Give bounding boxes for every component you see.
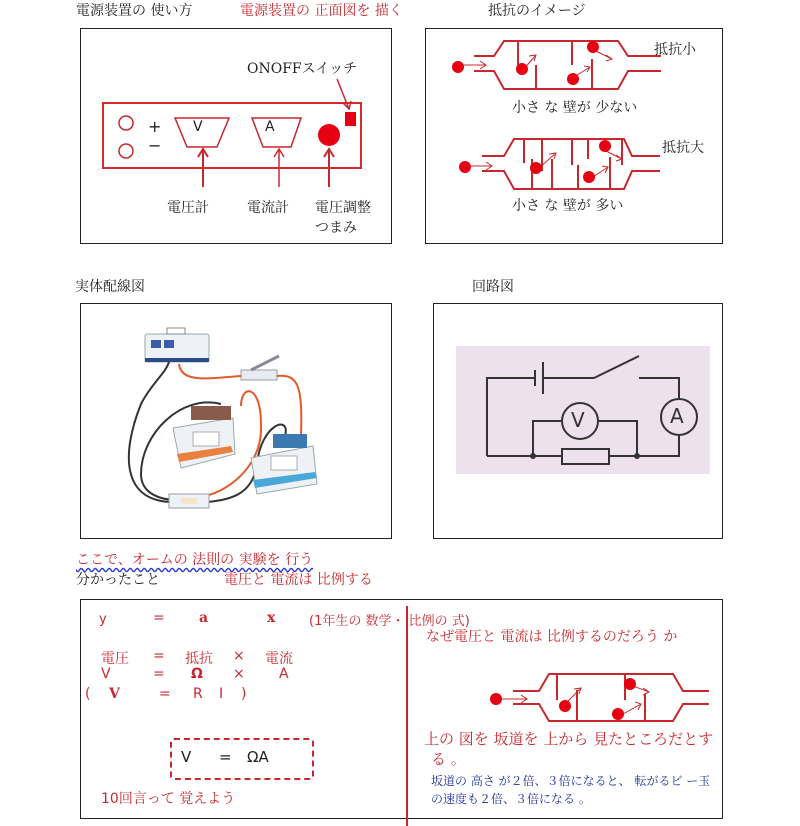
boxed-omegaA: ΩA <box>247 748 269 766</box>
boxed-V: V <box>181 748 192 766</box>
knob-label-line2: つまみ <box>315 220 357 236</box>
findings-result: 電圧と 電流は 比例する <box>224 572 373 588</box>
blue-explanation-line2: の速度も２倍、３倍になる 。 <box>431 792 591 806</box>
formula-times1: × <box>233 648 245 664</box>
resistance-small-caption: 小さ な 壁が 少ない <box>512 100 638 116</box>
ammeter-label: 電流計 <box>247 200 289 216</box>
formula-paren-open: ( <box>85 686 91 702</box>
formula-omega: Ω <box>191 666 203 682</box>
power-supply-title: 電源装置の 使い方 <box>76 3 193 19</box>
wiring-title: 実体配線図 <box>75 279 145 295</box>
slope-line2: る 。 <box>431 750 466 768</box>
formula-R: R <box>193 686 203 702</box>
formula-eq3: = <box>153 666 165 682</box>
formula-resistance-word: 抵抗 <box>185 651 213 667</box>
switch-label: ONOFFスイッチ <box>247 61 358 77</box>
formula-V: V <box>101 666 111 682</box>
formula-eq2: = <box>153 648 165 664</box>
knob-label-line1: 電圧調整 <box>315 200 371 216</box>
blue-explanation-line1: 坂道の 高さ が２倍、３倍になると、 転がるビ ー玉 <box>431 774 711 788</box>
power-supply-panel <box>80 28 392 244</box>
slope-line1: 上の 図を 坂道を 上から 見たところだとす <box>424 730 714 748</box>
formula-paren-close: ) <box>241 686 247 702</box>
formula-note: (1年生の 数学・ 比例の 式) <box>309 614 470 629</box>
formula-V-bold: V <box>109 686 120 702</box>
explanation-question: なぜ電圧と 電流は 比例するのだろう か <box>426 629 678 645</box>
voltmeter-label: 電圧計 <box>167 200 209 216</box>
minus-terminal-label: − <box>148 136 162 155</box>
power-supply-instruction: 電源装置の 正面図を 描く <box>240 3 403 19</box>
wiring-illustration <box>81 304 393 540</box>
experiment-line: ここで、オームの 法則の 実験を 行う <box>76 552 314 568</box>
formula-times2: × <box>233 666 245 682</box>
plus-terminal-label: + <box>148 117 162 136</box>
circuit-panel <box>433 303 723 539</box>
resistance-large-caption: 小さ な 壁が 多い <box>512 198 624 214</box>
resistance-panel <box>425 28 723 244</box>
findings-label: 分かったこと <box>76 572 160 588</box>
resistance-small-label: 抵抗小 <box>654 42 696 58</box>
formula-eq4: = <box>159 686 171 702</box>
formula-x: x <box>267 610 276 626</box>
formula-current-word: 電流 <box>265 651 293 667</box>
formula-voltage-word: 電圧 <box>101 651 129 667</box>
formula-y: y <box>99 612 107 627</box>
ammeter-symbol: A <box>670 404 684 428</box>
formula-eq1: = <box>153 610 165 626</box>
resistance-large-label: 抵抗大 <box>662 140 704 156</box>
formula-I: I <box>219 686 224 702</box>
circuit-title: 回路図 <box>472 279 514 295</box>
formula-panel <box>80 599 723 819</box>
formula-A: A <box>279 666 289 682</box>
voltmeter-symbol: V <box>571 408 585 432</box>
wiring-panel <box>80 303 392 539</box>
boxed-eq: = <box>219 748 232 766</box>
voltmeter-glyph: V <box>193 119 203 135</box>
formula-a: a <box>199 610 209 626</box>
resistance-title: 抵抗のイメージ <box>488 3 586 19</box>
ammeter-glyph: A <box>265 119 275 135</box>
memorize-text: 10回言って 覚えよう <box>101 791 236 807</box>
